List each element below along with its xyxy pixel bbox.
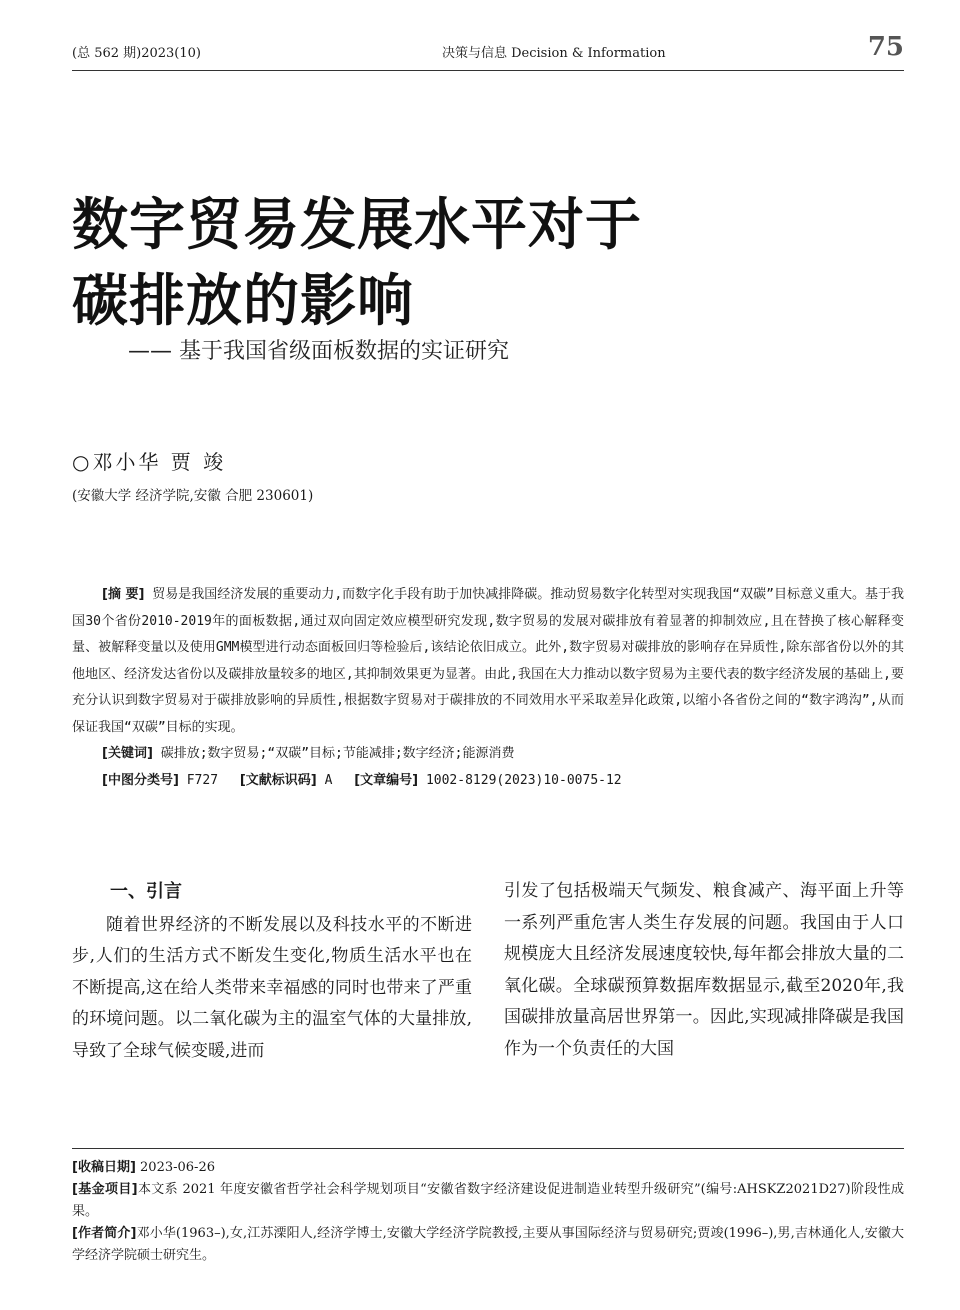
keywords-text: 碳排放;数字贸易;“双碳”目标;节能减排;数字经济;能源消费 [160,746,515,761]
keywords-label: [关键词] [102,746,153,761]
title-line-1: 数字贸易发展水平对于 [72,193,642,258]
issue-info: (总 562 期)2023(10) [72,46,201,61]
received-date-note [72,1157,904,1179]
author-bio-label: [作者简介] [72,1226,137,1241]
received-value: 2023-06-26 [140,1160,215,1175]
running-header [72,32,904,71]
article-number-value: 1002-8129(2023)10-0075-12 [425,772,622,788]
footnotes [72,1148,904,1267]
body-paragraph-right: 引发了包括极端天气频发、粮食减产、海平面上升等一系列严重危害人类生存发展的问题。我国由于人口规模庞大且经济发展速度较快,每年都会排放大量的二氧化碳。全球碳预算数据库数据显示,截至2020年,我国碳排放量高居世界第一。因此,实现减排降碳是我国作为一个负责任的大国 [504,881,904,1059]
abstract-paragraph [72,582,904,741]
clc-label: [中图分类号] [102,772,179,788]
classification-line [72,768,904,795]
fund-value: 本文系 2021 年度安徽省哲学社会科学规划项目“安徽省数字经济建设促进制造业转型升级研究”(编号:AHSKZ2021D27)阶段性成果。 [72,1182,904,1219]
fund-note [72,1179,904,1223]
page-number: 75 [867,32,904,62]
body-column-left [72,876,472,1067]
doc-code-label: [文献标识码] [239,772,317,788]
article-title [72,188,642,340]
article-subtitle: —— 基于我国省级面板数据的实证研究 [128,339,509,364]
abstract-label: [摘 要] [102,587,145,602]
author-affiliation: (安徽大学 经济学院,安徽 合肥 230601) [72,488,314,504]
body-paragraph-left: 随着世界经济的不断发展以及科技水平的不断进步,人们的生活方式不断发生变化,物质生活水平也在不断提高,这在给人类带来幸福感的同时也带来了严重的环境问题。以二氧化碳为主的温室气体的大量排放,导致了全球气候变暖,进而 [72,914,472,1061]
keywords-line [72,741,904,768]
received-label: [收稿日期] [72,1160,136,1175]
clc-value: F727 [186,772,219,788]
article-number-label: [文章编号] [354,772,419,788]
section-heading: 一、引言 [110,881,182,902]
body-column-right [504,876,904,1065]
abstract-block [72,582,904,794]
journal-name: 决策与信息 Decision & Information [442,46,666,61]
author-bio-note [72,1223,904,1267]
title-line-2: 碳排放的影响 [72,269,414,334]
fund-label: [基金项目] [72,1182,138,1197]
author-names: ○邓小华 贾 竣 [72,450,227,474]
doc-code-value: A [324,772,333,788]
abstract-text: 贸易是我国经济发展的重要动力,而数字化手段有助于加快减排降碳。推动贸易数字化转型对实现我国“双碳”目标意义重大。基于我国30个省份2010-2019年的面板数据,通过双向固定效应模型研究发现,数字贸易的发展对碳排放有着显著的抑制效应,且在替换了核心解释变量、被解释变量以及使用GMM模型进行动态面板回归等检验后,该结论依旧成立。此外,数字贸易对碳排放的影响存在异质性,除东部省份以外的其他地区、经济发达省份以及碳排放量较多的地区,其抑制效果更为显著。由此,我国在大力推动以数字贸易为主要代表的数字经济发展的基础上,要充分认识到数字贸易对于碳排放影响的异质性,根据数字贸易对于碳排放的不同效用水平采取差异化政策,以缩小各省份之间的“数字鸿沟”,从而保证我国“双碳”目标的实现。 [72,587,905,735]
author-bio-value: 邓小华(1963–),女,江苏溧阳人,经济学博士,安徽大学经济学院教授,主要从事国际经济与贸易研究;贾竣(1996–),男,吉林通化人,安徽大学经济学院硕士研究生。 [72,1226,904,1263]
